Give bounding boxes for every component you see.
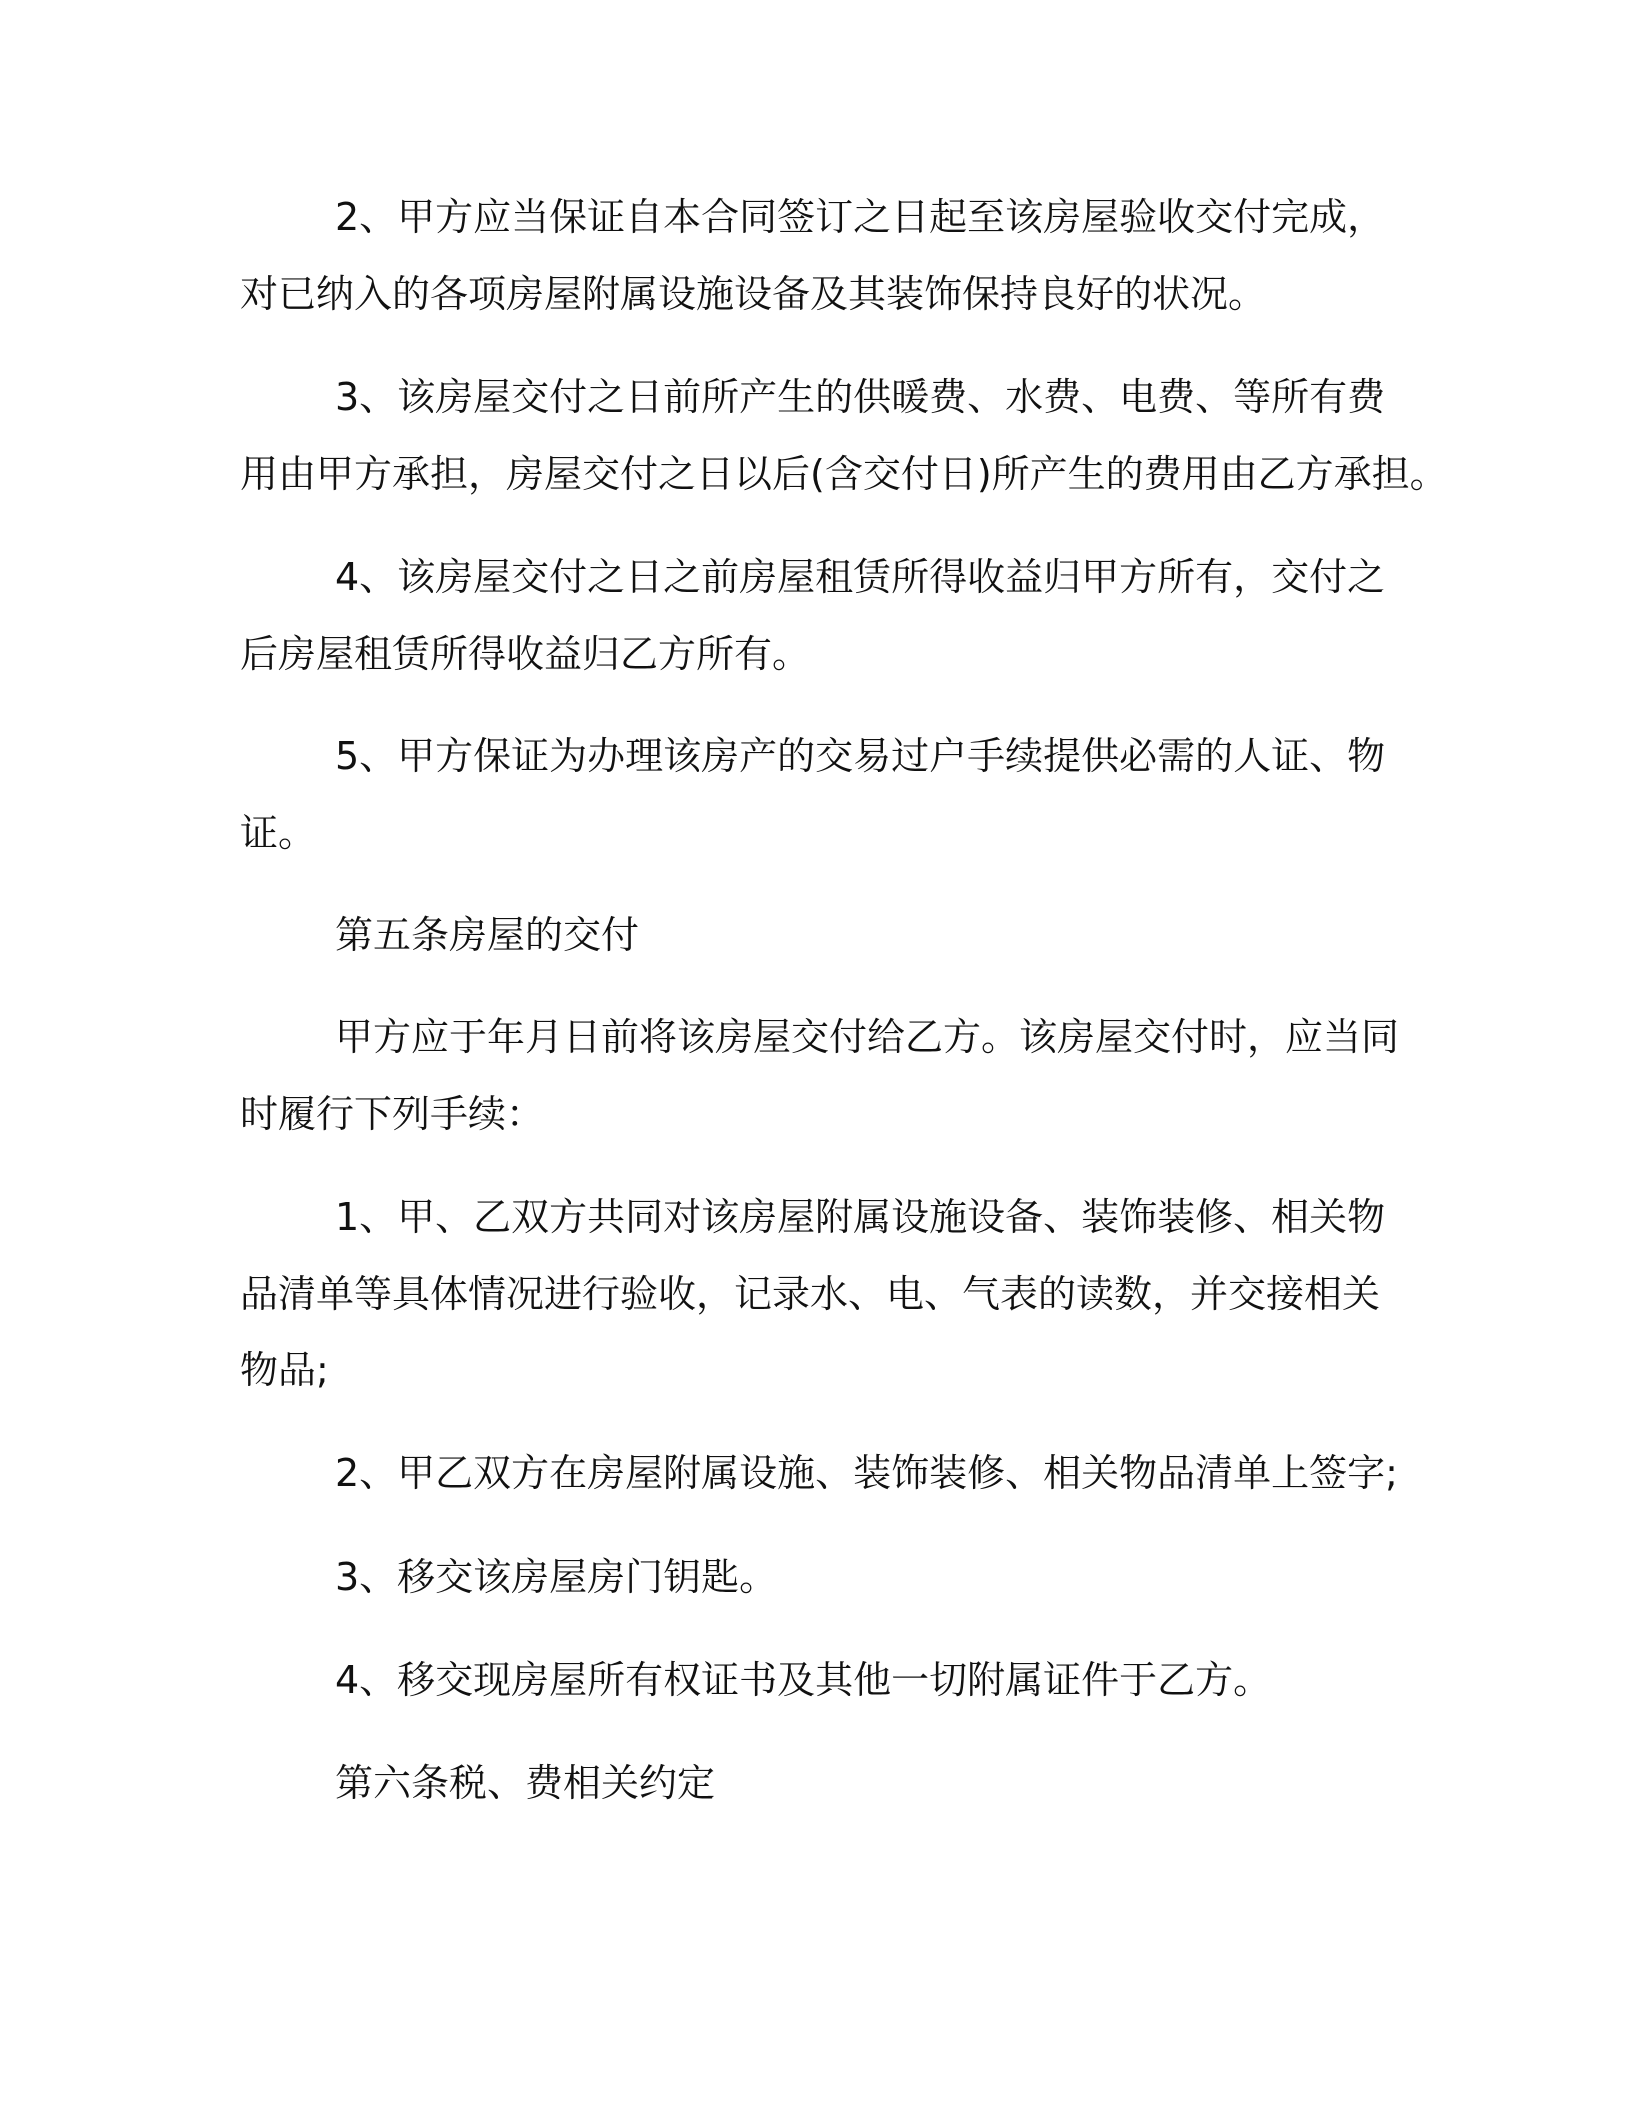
paragraph-line: 4、移交现房屋所有权证书及其他一切附属证件于乙方。 [335,1658,1272,1702]
paragraph-line: 甲方应于年月日前将该房屋交付给乙方。该房屋交付时，应当同 [335,1015,1400,1059]
paragraph-line: 时履行下列手续： [240,1092,545,1136]
paragraph-line: 物品; [240,1348,329,1392]
paragraph-line: 1、甲、乙双方共同对该房屋附属设施设备、装饰装修、相关物 [335,1195,1386,1239]
paragraph-line: 对已纳入的各项房屋附属设施设备及其装饰保持良好的状况。 [240,272,1267,316]
paragraph-line: 后房屋租赁所得收益归乙方所有。 [240,632,811,676]
paragraph-line: 3、该房屋交付之日前所产生的供暖费、水费、电费、等所有费 [335,375,1386,419]
paragraph-line: 3、移交该房屋房门钥匙。 [335,1555,778,1599]
paragraph-line: 2、甲乙双方在房屋附属设施、装饰装修、相关物品清单上签字; [335,1451,1398,1495]
paragraph-line: 5、甲方保证为办理该房产的交易过户手续提供必需的人证、物 [335,734,1386,778]
paragraph-line: 4、该房屋交付之日之前房屋租赁所得收益归甲方所有，交付之 [335,555,1386,599]
paragraph-line: 证。 [240,811,317,855]
section-heading: 第六条税、费相关约定 [335,1761,716,1805]
paragraph-line: 2、甲方应当保证自本合同签订之日起至该房屋验收交付完成， [335,195,1386,239]
section-heading: 第五条房屋的交付 [335,913,640,957]
paragraph-line: 品清单等具体情况进行验收，记录水、电、气表的读数，并交接相关 [240,1272,1381,1316]
paragraph-line: 用由甲方承担，房屋交付之日以后(含交付日)所产生的费用由乙方承担。 [240,452,1448,496]
